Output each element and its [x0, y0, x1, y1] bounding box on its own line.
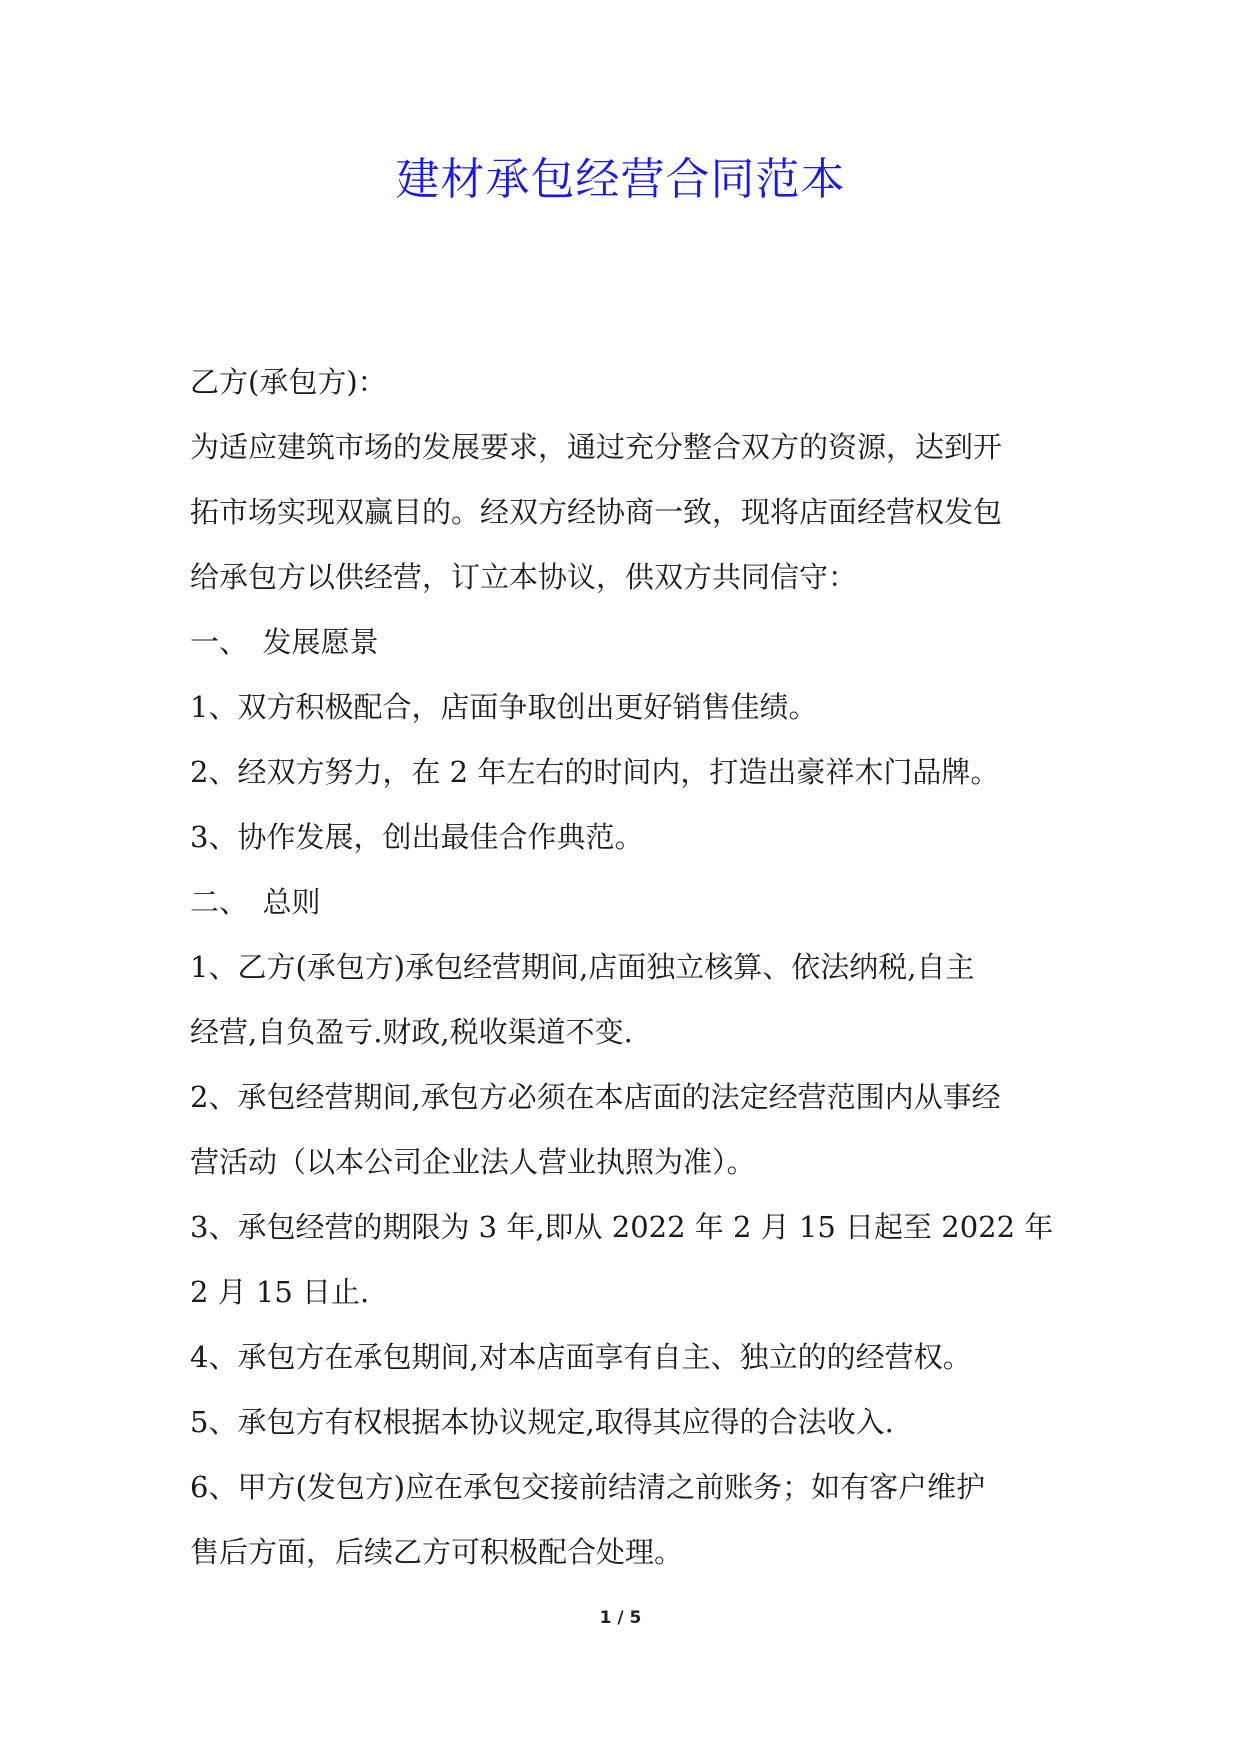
list-item: 2、经双方努力，在 2 年左右的时间内，打造出豪祥木门品牌。: [190, 755, 1000, 789]
list-item: 5、承包方有权根据本协议规定,取得其应得的合法收入.: [190, 1405, 894, 1439]
paragraph-line: 拓市场实现双赢目的。经双方经协商一致，现将店面经营权发包: [190, 495, 1003, 529]
list-item-continuation: 2 月 15 日止.: [190, 1275, 370, 1309]
paragraph-line: 给承包方以供经营，订立本协议，供双方共同信守：: [190, 560, 858, 594]
page-number: 1 / 5: [599, 1608, 642, 1628]
list-item: 6、甲方(发包方)应在承包交接前结清之前账务；如有客户维护: [190, 1470, 986, 1504]
list-item: 3、承包经营的期限为 3 年,即从 2022 年 2 月 15 日起至 2022 年: [190, 1210, 1054, 1244]
document-body: [190, 350, 1060, 1585]
list-item: 1、双方积极配合，店面争取创出更好销售佳绩。: [190, 690, 818, 724]
document-title: 建材承包经营合同范本: [395, 154, 846, 205]
list-item: 1、乙方(承包方)承包经营期间,店面独立核算、依法纳税,自主: [190, 950, 975, 984]
list-item-continuation: 售后方面，后续乙方可积极配合处理。: [190, 1535, 684, 1569]
section-heading-general: 二、 总则: [190, 885, 321, 919]
section-heading-vision: 一、 发展愿景: [190, 625, 379, 659]
list-item: 4、承包方在承包期间,对本店面享有自主、独立的的经营权。: [190, 1340, 972, 1374]
party-b-line: 乙方(承包方)：: [190, 365, 387, 399]
list-item: 3、协作发展，创出最佳合作典范。: [190, 820, 644, 854]
list-item-continuation: 营活动（以本公司企业法人营业执照为准）。: [190, 1145, 756, 1179]
list-item-continuation: 经营,自负盈亏.财政,税收渠道不变.: [190, 1015, 633, 1049]
list-item: 2、承包经营期间,承包方必须在本店面的法定经营范围内从事经: [190, 1080, 1001, 1114]
paragraph-line: 为适应建筑市场的发展要求，通过充分整合双方的资源，达到开: [190, 430, 1003, 464]
